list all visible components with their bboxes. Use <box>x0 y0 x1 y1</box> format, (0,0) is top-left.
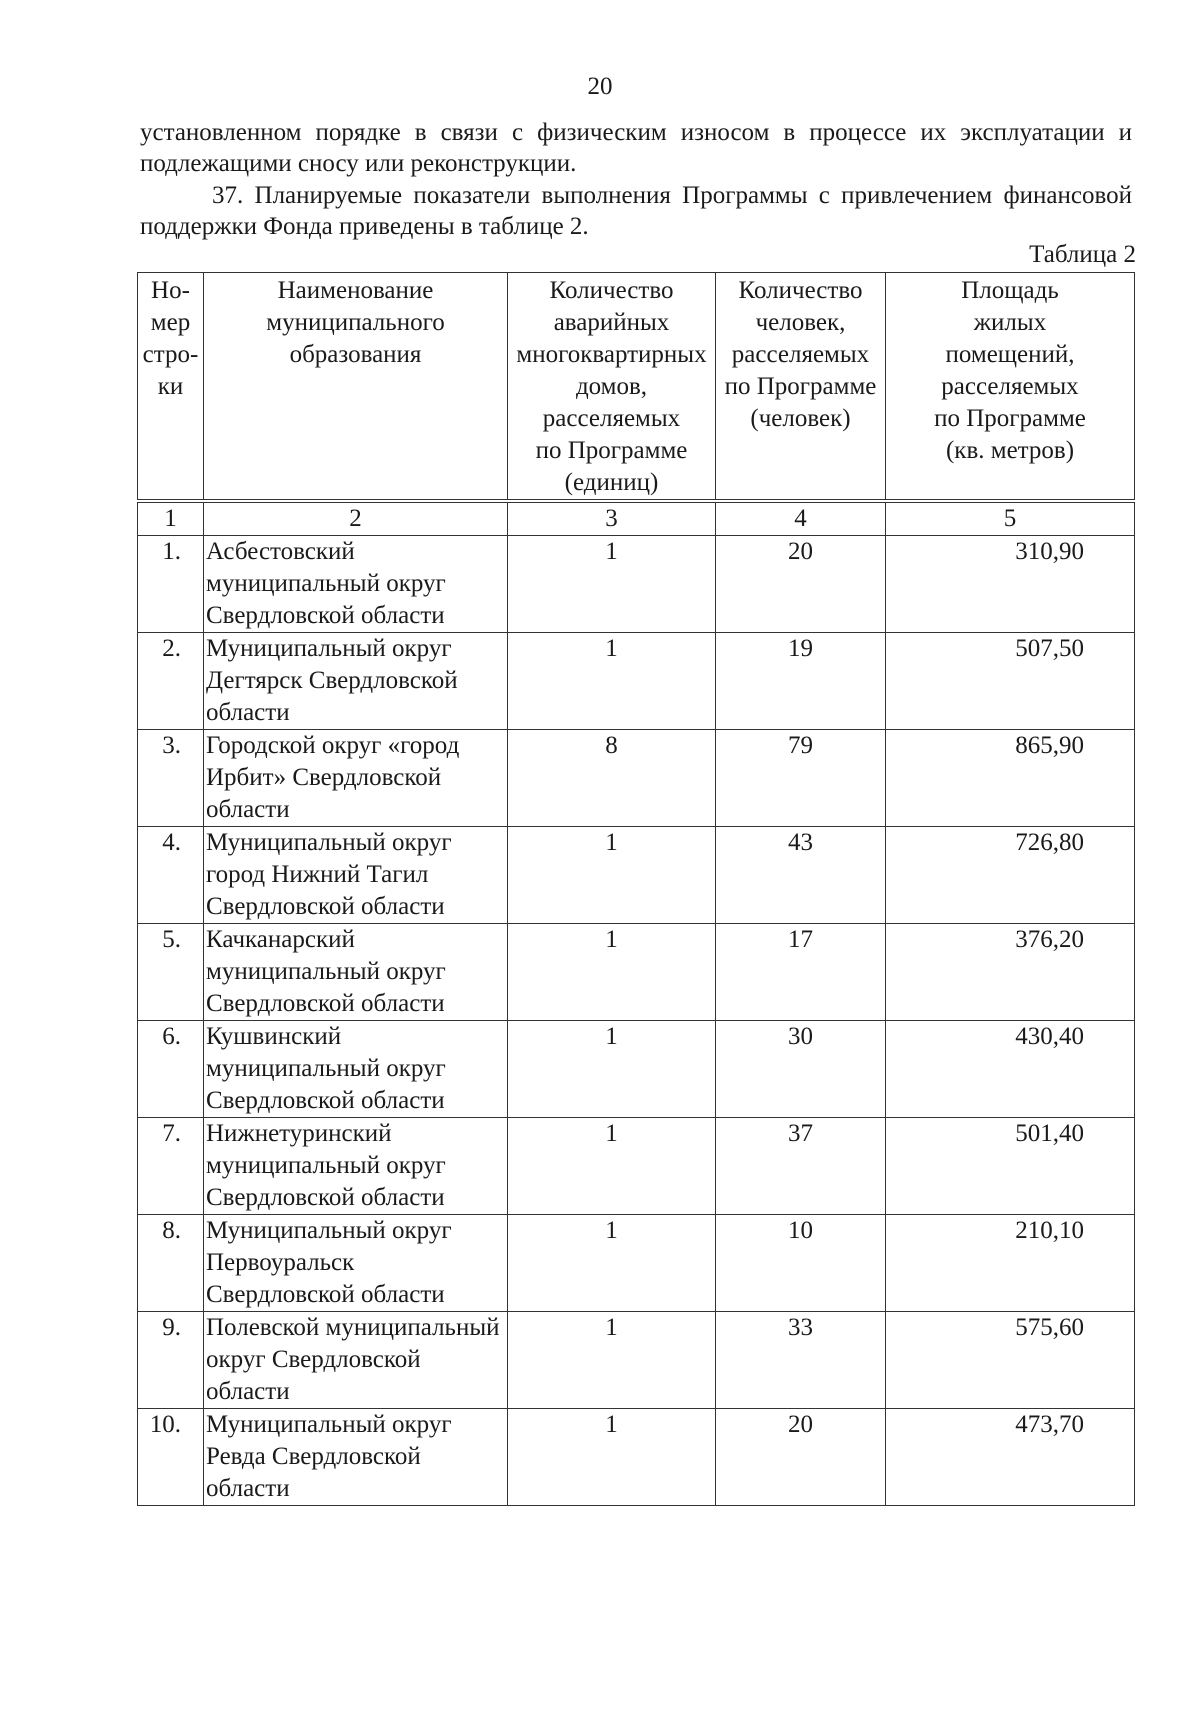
paragraph-continuation: установленном порядке в связи с физическим износом в процессе их эксплуатации и подлежащими сносу или реконструкции. <box>140 119 1132 177</box>
people-cell: 33 <box>716 1312 886 1409</box>
people-cell: 37 <box>716 1118 886 1215</box>
table-row <box>138 633 1135 730</box>
houses-cell: 1 <box>508 1118 716 1215</box>
municipality-cell: Городской округ «город Ирбит» Свердловской области <box>204 730 508 827</box>
resettlement-table <box>137 272 1135 1506</box>
header-area: Площадь жилых помещений, расселяемых по Программе (кв. метров) <box>886 273 1135 502</box>
row-number-cell: 2. <box>138 633 204 730</box>
row-number-cell: 8. <box>138 1215 204 1312</box>
row-number-cell: 1. <box>138 536 204 633</box>
column-number: 1 <box>138 501 204 536</box>
area-cell: 575,60 <box>886 1312 1135 1409</box>
row-number-cell: 6. <box>138 1021 204 1118</box>
people-cell: 10 <box>716 1215 886 1312</box>
area-cell: 430,40 <box>886 1021 1135 1118</box>
houses-cell: 8 <box>508 730 716 827</box>
table-row <box>138 1312 1135 1409</box>
table-header-row <box>138 273 1135 502</box>
row-number-cell: 4. <box>138 827 204 924</box>
municipality-cell: Муниципальный округ Дегтярск Свердловской области <box>204 633 508 730</box>
area-cell: 376,20 <box>886 924 1135 1021</box>
header-row-number: Но- мер стро- ки <box>138 273 204 502</box>
houses-cell: 1 <box>508 1021 716 1118</box>
table-row <box>138 1409 1135 1506</box>
table-row <box>138 730 1135 827</box>
table-row <box>138 924 1135 1021</box>
table-row <box>138 827 1135 924</box>
area-cell: 210,10 <box>886 1215 1135 1312</box>
paragraph-37: 37. Планируемые показатели выполнения Программы с привлечением финансовой поддержки Фонда приведены в таблице 2. <box>140 182 1132 240</box>
row-number-cell: 3. <box>138 730 204 827</box>
row-number-cell: 5. <box>138 924 204 1021</box>
municipality-cell: Кушвинский муниципальный округ Свердловской области <box>204 1021 508 1118</box>
header-municipality: Наименование муниципального образования <box>204 273 508 502</box>
houses-cell: 1 <box>508 1312 716 1409</box>
municipality-cell: Муниципальный округ Первоуральск Свердловской области <box>204 1215 508 1312</box>
row-number-cell: 10. <box>138 1409 204 1506</box>
column-number: 2 <box>204 501 508 536</box>
houses-cell: 1 <box>508 1409 716 1506</box>
people-cell: 79 <box>716 730 886 827</box>
table-row <box>138 1021 1135 1118</box>
area-cell: 310,90 <box>886 536 1135 633</box>
row-number-cell: 9. <box>138 1312 204 1409</box>
row-number-cell: 7. <box>138 1118 204 1215</box>
header-people: Количество человек, расселяемых по Программе (человек) <box>716 273 886 502</box>
table-row <box>138 536 1135 633</box>
municipality-cell: Качканарский муниципальный округ Свердловской области <box>204 924 508 1021</box>
people-cell: 19 <box>716 633 886 730</box>
column-number: 4 <box>716 501 886 536</box>
table-caption: Таблица 2 <box>1029 241 1136 268</box>
area-cell: 473,70 <box>886 1409 1135 1506</box>
people-cell: 20 <box>716 1409 886 1506</box>
people-cell: 30 <box>716 1021 886 1118</box>
table-row <box>138 1118 1135 1215</box>
area-cell: 865,90 <box>886 730 1135 827</box>
area-cell: 726,80 <box>886 827 1135 924</box>
people-cell: 43 <box>716 827 886 924</box>
municipality-cell: Полевской муниципальный округ Свердловской области <box>204 1312 508 1409</box>
municipality-cell: Нижнетуринский муниципальный округ Свердловской области <box>204 1118 508 1215</box>
table-row <box>138 1215 1135 1312</box>
houses-cell: 1 <box>508 536 716 633</box>
area-cell: 501,40 <box>886 1118 1135 1215</box>
houses-cell: 1 <box>508 827 716 924</box>
area-cell: 507,50 <box>886 633 1135 730</box>
header-houses: Количество аварийных многоквартирных домов, расселяемых по Программе (единиц) <box>508 273 716 502</box>
people-cell: 17 <box>716 924 886 1021</box>
municipality-cell: Асбестовский муниципальный округ Свердловской области <box>204 536 508 633</box>
column-number: 5 <box>886 501 1135 536</box>
column-number: 3 <box>508 501 716 536</box>
houses-cell: 1 <box>508 633 716 730</box>
people-cell: 20 <box>716 536 886 633</box>
column-number-row <box>138 501 1135 536</box>
page-number: 20 <box>587 73 613 100</box>
municipality-cell: Муниципальный округ Ревда Свердловской области <box>204 1409 508 1506</box>
municipality-cell: Муниципальный округ город Нижний Тагил Свердловской области <box>204 827 508 924</box>
houses-cell: 1 <box>508 924 716 1021</box>
houses-cell: 1 <box>508 1215 716 1312</box>
